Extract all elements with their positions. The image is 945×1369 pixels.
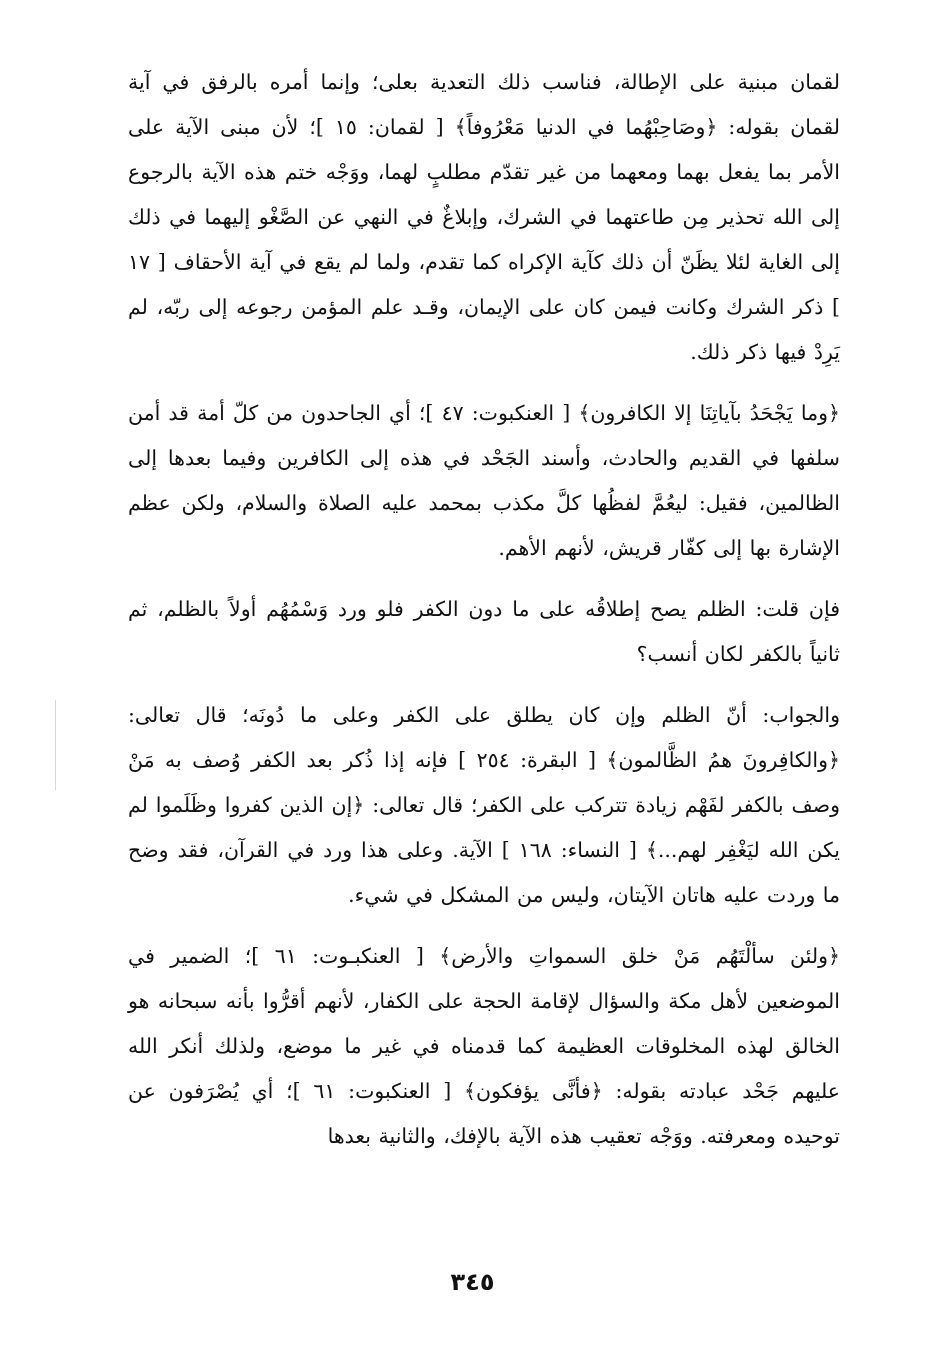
paragraph-2: ﴿وما يَجْحَدُ بآياتِنَا إلا الكافرون﴾ [ العنكبوت: ٤٧ ]؛ أي الجاحدون من كلّ أمة قد أمن سلفها في القديم والحادث، وأسند الجَحْد في هذه إلى الكافرين وفيما بعدها إلى الظالمين، فقيل: ليعُمَّ لفظُها كلَّ مكذب بمحمد عليه الصلاة والسلام، ولكن عظم الإشارة بها إلى كفّار قريش، لأنهم الأهم. [128,401,840,560]
page-body [128,60,840,1159]
paragraph-1: لقمان مبنية على الإطالة، فناسب ذلك التعدية بعلى؛ وإنما أمره بالرفق في آية لقمان بقوله: ﴿وصَاحِبْهُما في الدنيا مَعْرُوفاً﴾ [ لقمان: ١٥ ]؛ لأن مبنى الآية على الأمر بما يفعل بهما ومعهما من غير تقدّم مطلبٍ لهما، ووَجْه ختم هذه الآية بالرجوع إلى الله تحذير مِن طاعتهما في الشرك، وإبلاغٌ في النهي عن الصَّغْو إليهما في ذلك إلى الغاية لئلا يظَنّ أن ذلك كآية الإكراه كما تقدم، ولما لم يقع في آية الأحقاف [ ١٧ ] ذكر الشرك وكانت فيمن كان على الإيمان، وقـد علم المؤمن رجوعه إلى ربّه، لم يَرِدْ فيها ذكر ذلك. [128,70,840,364]
paragraph-3: فإن قلت: الظلم يصح إطلاقُه على ما دون الكفر فلو ورد وَسْمُهُم أولاً بالظلم، ثم ثانياً بالكفر لكان أنسب؟ [128,597,840,666]
paragraph-4: والجواب: أنّ الظلم وإن كان يطلق على الكفر وعلى ما دُونَه؛ قال تعالى: ﴿والكافِرونَ همُ الظَّالمون﴾ [ البقرة: ٢٥٤ ] فإنه إذا ذُكر بعد الكفر وُصف به مَنْ وصف بالكفر لفَهْم زيادة تترکب على الكفر؛ قال تعالى: ﴿إن الذين كفروا وظَلَموا لم يكن الله ليَغْفِر لهم...﴾ [ النساء: ١٦٨ ] الآية. وعلى هذا ورد في القرآن، فقد وضح ما وردت عليه هاتان الآيتان، وليس من المشكل في شيء. [128,703,841,907]
paragraph-5: ﴿ولئن سألْتَهُم مَنْ خلق السمواتِ والأرض﴾ [ العنكبـوت: ٦١ ]؛ الضمير في الموضعين لأهل مكة والسؤال لإقامة الحجة على الكفار، لأنهم أقرُّوا بأنه سبحانه هو الخالق لهذه المخلوقات العظيمة كما قدمناه في غير ما موضع، ولذلك أنكر الله عليهم جَحْد عبادته بقوله: ﴿فأنَّى يؤفكون﴾ [ العنكبوت: ٦١ ]؛ أي يُصْرَفون عن توحيده ومعرفته. ووَجْه تعقيب هذه الآية بالإفك، والثانية بعدها [128,944,840,1148]
page-number: ٣٤٥ [450,1268,495,1296]
scan-margin-mark [55,700,56,790]
